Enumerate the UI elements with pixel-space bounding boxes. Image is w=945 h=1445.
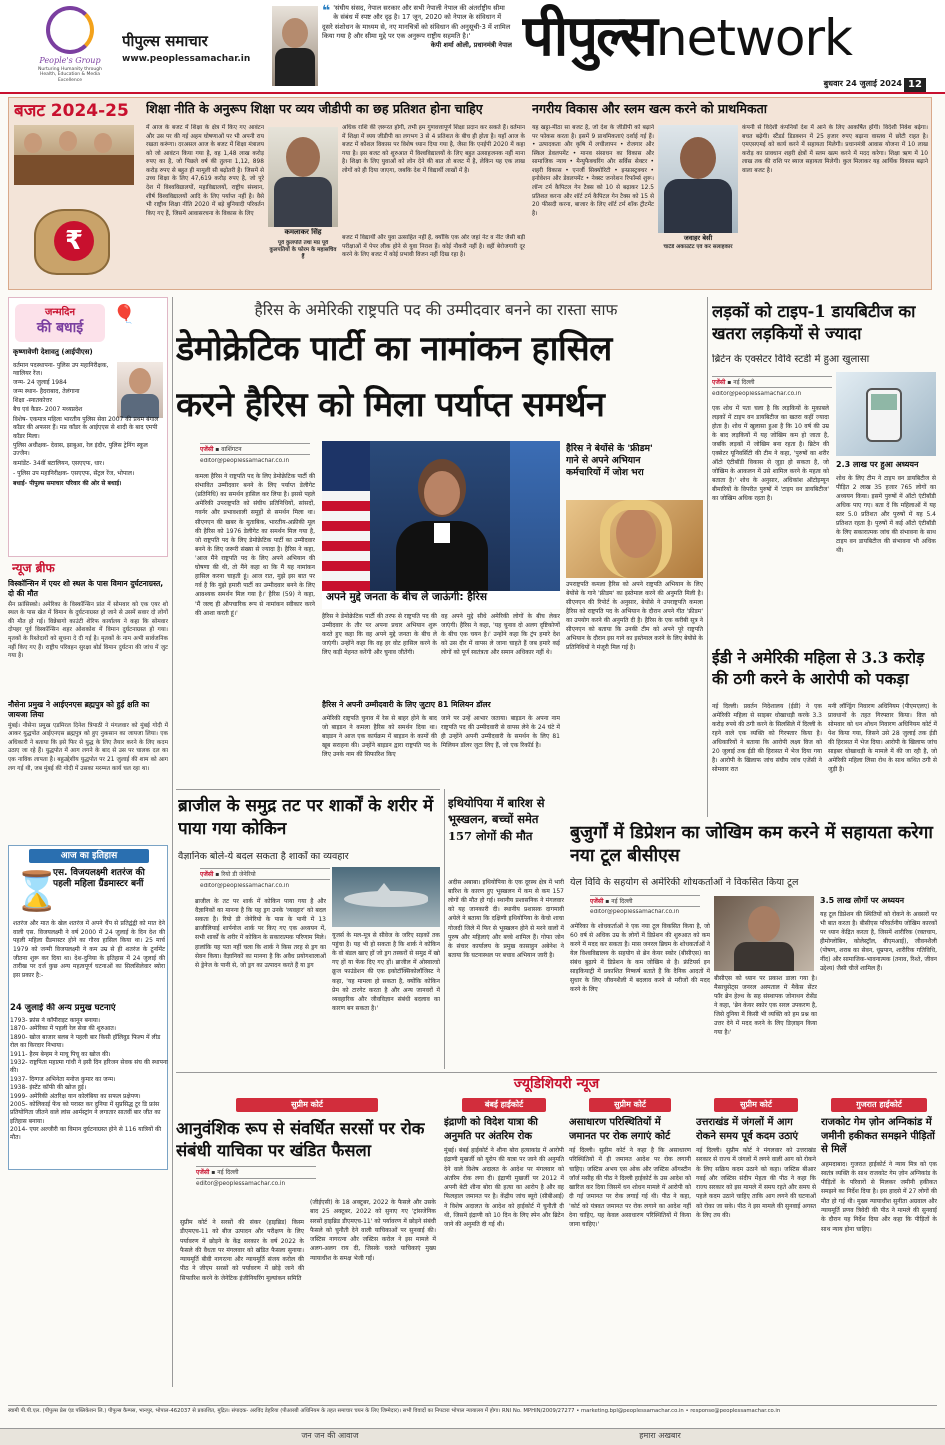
birthday-line-4: शिक्षा -स्नातकोत्तर xyxy=(13,397,52,404)
birthday-line-5: बैच एवं कैडर- 2007 मध्यप्रदेश xyxy=(13,406,83,413)
glucometer-photo xyxy=(836,372,936,456)
brazil-email[interactable]: editor@peoplessamachar.co.in xyxy=(200,883,290,889)
website-link[interactable]: www.peoplessamachar.in xyxy=(122,53,251,64)
main-headline-line-2: करने हैरिस को मिला पर्याप्त समर्थन xyxy=(176,385,605,425)
diabetes-byline: एजेंसी ▪ नई दिल्ली xyxy=(712,376,832,388)
shark-photo xyxy=(332,867,440,927)
diabetes-headline: लड़कों को टाइप-1 डायबिटीज का खतरा लड़कियों से ज्यादा xyxy=(712,302,916,344)
judiciary-banner xyxy=(176,1076,937,1096)
kamlakar-singh-name: कमलाकर सिंह xyxy=(284,228,322,236)
network-logo xyxy=(522,2,942,82)
birthday-balloon-icon: 🎈 xyxy=(113,304,136,325)
judiciary-item-4-court: सुप्रीम कोर्ट xyxy=(714,1098,798,1112)
judiciary-item-5 xyxy=(821,1098,937,1388)
masthead xyxy=(0,0,945,92)
urban-headline: नगरीय विकास और स्लम खत्म करने को प्राथमिकता xyxy=(532,101,767,116)
news-brief-item-2-body: मुंबई। नौसेना प्रमुख एडमिरल दिनेश त्रिपाठी ने मंगलवार को मुंबई गोदी में आकर युद्धपोत आईएनएस ब्रह्मपुत्र को हुए नुकसान का जायजा लिया। एक अधिकारी ने बताया कि इसे फिर से युद्ध के लिए तैयार करने के लिए कदम उठाए जा रहे हैं। युद्धपोत में आग लगने के बाद से उस पर चालक दल का एक नाविक लापता है। बहुउद्देशीय युद्धपोत पर 21 जुलाई की शाम को आग लग गई थी, जब मुंबई की गोदी में उसका मरम्मत कार्य चल रहा था। xyxy=(8,722,168,772)
judiciary-item-1-byline-city: नई दिल्ली xyxy=(217,1168,239,1176)
brand-small xyxy=(122,32,272,72)
quote-mark-icon: ❝ xyxy=(322,4,331,19)
harris-photo xyxy=(322,441,560,591)
main-sub1: हैरिस ने डेमोक्रेटिक पार्टी की तरफ से राष्ट्रपति पद की उम्मीदवार के तौर पर अपना प्रचार अभियान शुरू करते हुए कहा कि वह अपने मुद्दे जनता के बीच ले जाएंगी। उन्होंने कहा कि वह हर वोट हासिल करने के लिए कड़ी मेहनत करेंगी और चुनाव जीतेंगी। xyxy=(322,613,437,656)
jawahar-besi-desc: चार्टर्ड अकाउंटेंट एवं कर सलाहकार xyxy=(663,244,733,250)
footer-bar xyxy=(0,1428,945,1445)
history-body: शतरंज और मात के खेल शतरंज में अपने चैंप से प्रतिद्वंद्वी को मात देने वाली एस. विजयलक्ष्मी ने वर्ष 2000 में 24 जुलाई के दिन देश की पहली महिला ग्रैंडमास्टर होने का गौरव हासिल किया था। 25 मार्च 1979 को जन्मी विजयलक्ष्मी ने कम उम्र से ही शतरंज के टूर्नामेंट जीतना शुरू कर दिया था। देश-दुनिया के इतिहास में 24 जुलाई की तारीख पर दर्ज कुछ अन्य महत्वपूर्ण घटनाओं का सिलसिलेवार ब्योरा इस प्रकार है:- xyxy=(13,920,165,980)
history-event: 1999- अमेरिकी अंतरिक्ष यान कोलंबिया का सफल प्रक्षेपण। xyxy=(10,1092,141,1100)
footer-right-tag: हमारा अखबार xyxy=(639,1431,681,1440)
peoples-group-logo xyxy=(30,2,110,88)
brazil-headline: ब्राजील के समुद्र तट पर शार्कों के शरीर में पाया गया कोकिन xyxy=(178,796,434,839)
birthday-line-6: विशेष- एकमात्र महिला भारतीय पुलिस सेवा 2007 की प्रथम बंगाल कॉडर की अफसर हैं। मप्र कॉडर के आईएएस से शादी के बाद एमपी कॉडर मिला। xyxy=(13,416,159,440)
depression-email[interactable]: editor@peoplessamachar.co.in xyxy=(590,909,680,915)
network-logo-hindi: पीपुल्स xyxy=(522,4,656,69)
main-byline-agency: एजेंसी xyxy=(200,446,214,453)
brazil-byline-agency: एजेंसी xyxy=(200,871,214,878)
peoples-group-logo-tagline: Nurturing Humanity through Health, Education & Media Excellence xyxy=(38,67,102,83)
peoples-group-logo-mark xyxy=(46,6,94,54)
history-title: आज का इतिहास xyxy=(29,849,149,863)
judiciary-top-rule xyxy=(176,1072,937,1073)
brand-small-title: पीपुल्स समाचार xyxy=(122,32,208,50)
judiciary-item-4-headline: उत्तराखंड में जंगलों में आग रोकने समय पूर्व कदम उठाएं xyxy=(696,1117,798,1142)
jawahar-besi-photo xyxy=(658,125,738,233)
birthday-line-9: - पुलिस उप महानिरीक्षक- एसएएफ, सेंट्रल रेंज, भोपाल। xyxy=(13,470,135,477)
news-brief-item-2 xyxy=(8,700,168,840)
judiciary-item-1-body: सुप्रीम कोर्ट ने सरसों की संकर (हाइब्रिड) किस्म डीएमएच-11 को बीज उत्पादन और परीक्षण के लिए पर्यावरण में छोड़ने के केंद्र सरकार के वर्ष 2022 के फैसले की वैधता पर मंगलवार को खंडित फैसला सुनाया। न्यायमूर्ति बीवी नागरत्ना और न्यायमूर्ति संजय करोल की पीठ ने जीएम सरसों को पर्यावरण में छोड़े जाने की सिफारिश करने के जेनेटिक इंजीनियरिंग मूल्यांकन समिति xyxy=(180,1219,304,1282)
main-kicker: हैरिस के अमेरिकी राष्ट्रपति पद की उम्मीदवार बनने का रास्ता साफ xyxy=(254,301,618,319)
judiciary-banner-text: ज्यूडिशियरी न्यूज xyxy=(504,1076,609,1092)
depression-sub-body: यह टूल डिप्रेशन की स्थितियों को रोकने के अवसरों पर भी बात करता है। बीसीएस परिवर्तनीय जोखिम कारकों पर ध्यान केंद्रित करता है, जिसमें शारीरिक (रक्तचाप, हीमोग्लोबिन, कोलेस्ट्रॉल, बीएमआई), जीवनशैली (पोषण, शराब का सेवन, धूम्रपान, शारीरिक गतिविधि, नींद) और सामाजिक-भावनात्मक (तनाव, रिश्ते, जीवन उद्देश्य) जैसी चीजें शामिल हैं। xyxy=(820,911,937,972)
ed-body-1: नई दिल्ली। प्रवर्तन निदेशालय (ईडी) ने एक अमेरिकी महिला से साइबर धोखाधड़ी करके 3.3 करोड़ रुपये की ठगी करने के सिलसिले में दिल्ली के रहने वाले एक व्यक्ति को गिरफ्तार किया है। अधिकारियों ने बताया कि आरोपी लक्ष्य विज को 20 जुलाई तक ईडी की हिरासत में भेज दिया गया है। आरोपी के खिलाफ जांच संघीय जांच एजेंसी ने सोमवार रात xyxy=(712,703,822,773)
depression-kicker: येल विवि के सहयोग से अमेरिकी शोधकर्ताओं ने विकसित किया टूल xyxy=(570,877,799,888)
birthday-title-bottom: की बधाई xyxy=(36,319,84,336)
judiciary-item-2-body: मुंबई। बंबई हाईकोर्ट ने शीना बोरा हत्याकांड में आरोपी इंद्राणी मुखर्जी को यूरोप की यात्रा पर जाने की अनुमति देने वाले विशेष अदालत के आदेश पर मंगलवार को अंतरिम रोक लगा दी। इंद्राणी मुखर्जी पर 2012 में अपनी बेटी शीना बोरा की हत्या का आरोप है और वह फिलहाल जमानत पर है। केंद्रीय जांच ब्यूरो (सीबीआई) ने विशेष अदालत के आदेश को हाईकोर्ट में चुनौती दी थी, जिसमें इंद्राणी को 10 दिन के लिए स्पेन और ब्रिटेन जाने की अनुमति दी गई थी। xyxy=(444,1147,564,1229)
kamlakar-singh-desc: पूर्व कुलपति तथा मप्र पूर्व कुलपतियों के फोरम के महासचिव हैं xyxy=(269,240,337,260)
main-byline: एजेंसी ▪ वाशिंगटन xyxy=(200,443,310,455)
news-brief-item-1 xyxy=(8,579,168,699)
birthday-title-top: जन्मदिन xyxy=(44,307,76,318)
history-event: 1890- खोज बाजार बलब ने पहली बार किसी हॉलिवुड फिल्म में लीड रोल का किरदार निभाया। xyxy=(10,1033,161,1050)
budget-col3: बजट में विद्यार्थी और युवा उत्साहित नहीं है, क्योंकि एक ओर जहां नेट व नीट जैसी बड़ी परीक्षाओं में पेपर लीक होने से युवा निराश हैं। कोई नौकरी नहीं है। वहीं बेरोजगारी दूर करने के लिए बजट में कोई प्रभावी विजन नहीं दिख रहा है। xyxy=(342,235,525,259)
judiciary-item-1 xyxy=(176,1098,438,1388)
diabetes-email[interactable]: editor@peoplessamachar.co.in xyxy=(712,391,802,397)
quote-box xyxy=(322,4,512,90)
quote-author: केपी शर्मा ओली, प्रधानमंत्री नेपाल xyxy=(430,41,512,50)
birthday-person-photo xyxy=(117,362,163,418)
history-event: 2014- एयर अल्जीरी का विमान दुर्घटनाग्रस्त होने से 116 यात्रियों की मौत। xyxy=(10,1126,162,1142)
pm-oli-photo xyxy=(272,6,318,86)
news-brief-item-1-body: सैन फ्रांसिस्को। अमेरिका के विस्कॉन्सिन प्रांत में सोमवार को एक एयर शो स्थल के पास खेत में विमान के दुर्घटनाग्रस्त हो जाने से उसमें सवार दो लोगों की मौत हो गई। विन्नेबागो काउंटी शेरिफ कार्यालय ने कहा कि सोमवार दोपहर पूर्व विस्कॉन्सिन शहर ओशकोश में विमान दुर्घटनाग्रस्त हो गया। मृतकों के रिश्तेदारों को सूचना दे दी गई है। मृतकों के नाम अभी सार्वजनिक नहीं किए गए हैं। राष्ट्रीय परिवहन सुरक्षा बोर्ड विमान दुर्घटना की जांच में जुट गया है। xyxy=(8,601,168,660)
main-sub4: जाने पर उन्हें आभार जताया। बाइडन के अपना नाम राष्ट्रपति पद की उम्मीदवारी से वापस लेने के 24 घंटे में ही उन्होंने अपनी उम्मीदवारी के समर्थन के लिए 81 मिलियन डॉलर जुटा लिए हैं, जो एक रिकॉर्ड है। xyxy=(441,715,560,749)
brazil-body: ब्राजील के तट पर शार्क में कोकिन पाया गया है और वैज्ञानिकों का मानना है कि यह ड्रग उनके 'व्यवहार' को बदल सकता है। रियो डी जेनेरियो के पास के पानी में 13 ब्राजीलियाई शार्पनोज शार्क पर किए गए एक अध्ययन में, सभी शार्कों के शरीर में कोकिन के सकारात्मक परिणाम मिले। हालांकि यह पता नहीं चला कि शार्क ने किस तरह से ड्रग का सेवन किया। वैज्ञानिकों का मानना है कि अवैध प्रयोगशालाओं से ड्रेनेज के पानी से, जो ड्रग का उत्पादन करते हैं या ड्रग xyxy=(195,898,326,969)
peoples-group-logo-title: People's Group xyxy=(39,56,101,65)
kamlakar-singh-photo xyxy=(268,127,338,227)
news-brief-item-2-head: नौसेना प्रमुख ने आईएनएस ब्रह्मपुत्र को हुई क्षति का जायजा लिया xyxy=(8,700,150,719)
judiciary-item-5-headline: राजकोट गेम ज़ोन अग्निकांड में जमीनी हकीकत समझने पीड़ितों से मिलें xyxy=(821,1117,935,1155)
history-event: 1937- दिग्गज अभिनेता मनोज कुमार का जन्म। xyxy=(10,1075,116,1083)
depression-sub-head: 3.5 लाख लोगों पर अध्ययन xyxy=(820,896,905,905)
jawahar-besi-name: जवाहर बेसी xyxy=(683,234,713,242)
history-events-list xyxy=(10,1017,168,1185)
depression-body: अमेरिका के शोधकर्ताओं ने एक नया टूल विकसित किया है, जो 60 वर्ष से अधिक उम्र के लोगों में डिप्रेशन की शुरुआत को कम करने में मदद कर सकता है। मास जनरल ब्रिघम के शोधकर्ताओं ने येल विश्वविद्यालय के सहयोग से ब्रेन केयर स्कोर (बीसीएस) का संबंध बुढ़ापे में डिप्रेशन के कम जोखिम से है। फ्रंटियर्स इन साइकियाट्री में प्रकाशित निष्कर्ष बताते हैं कि दैनिक आदतों में सुधार के लिए जीवनशैली में बदलाव करने से मरीजों की मदद करने के लिए xyxy=(570,923,710,993)
main-sub2: वह अपने मुद्दे सीधे अमेरिकी लोगों के बीच लेकर जाएंगी। हैरिस ने कहा, 'यह चुनाव दो अलग दृष्टिकोणों के बीच एक चयन है।' उन्होंने कहा कि ट्रंप हमारे देश को उस दौर में वापस ले जाना चाहते हैं जब हमारे कई लोगों को पूर्ण स्वतंत्रता और समान अधिकार नहीं थे। xyxy=(441,613,560,656)
birthday-box xyxy=(8,297,168,557)
main-email[interactable]: editor@peoplessamachar.co.in xyxy=(200,458,290,464)
birthday-banner xyxy=(15,304,105,342)
judiciary-item-4 xyxy=(696,1098,816,1388)
birthday-line-3: जन्म स्थान- हैदराबाद, तेलंगाना xyxy=(13,388,80,395)
judiciary-item-5-court: गुजरात हाईकोर्ट xyxy=(831,1098,927,1112)
history-headline: एस. विजयलक्ष्मी शतरंज की पहली महिला ग्रैंडमास्टर बनीं xyxy=(53,868,145,890)
budget-ministers-photo xyxy=(14,125,134,185)
judiciary-item-1-byline-agency: एजेंसी xyxy=(196,1168,210,1176)
judiciary-item-3 xyxy=(569,1098,691,1388)
judiciary-item-3-body: नई दिल्ली। सुप्रीम कोर्ट ने कहा है कि असाधारण परिस्थितियों में ही जमानत आदेश पर रोक लगानी चाहिए। जस्टिस अभय एस ओक और जस्टिस ऑगस्टीन जॉर्ज मसीह की पीठ ने दिल्ली हाईकोर्ट के उस आदेश को खारिज कर दिया जिसमें धन शोधन मामले में आरोपी को दी गई जमानत पर रोक लगाई गई थी। पीठ ने कहा, 'कोर्ट को यंत्रवत जमानत पर रोक लगाने का आदेश नहीं देना चाहिए, यह केवल असाधारण परिस्थितियों में किया जाना चाहिए।' xyxy=(569,1147,691,1229)
judiciary-item-2 xyxy=(444,1098,564,1388)
history-event: 1938- इंस्टेंट कॉफी की खोज हुई। xyxy=(10,1084,87,1092)
diabetes-sub-body: शोध के लिए टीम ने टाइप वन डायबिटीज से पीड़ित 2 लाख 35 हजार 765 लोगों का अध्ययन किया। इसमें पुरुषों में ऑटो एंटीबॉडी अधिक पाए गए। बता दें कि महिलाओं में यह स्तर 5.0 प्रतिशत और पुरुषों में यह 5.4 प्रतिशत रहता है। पुरुषों में कई ऑटो एंटीबॉडी के लिए सकारात्मक जांच की संभावना के साथ टाइप वन डायबिटीज की संभावना भी अधिक थी। xyxy=(836,475,936,554)
main-byline-city: वाशिंगटन xyxy=(221,446,242,453)
diabetes-byline-city: नई दिल्ली xyxy=(733,379,755,386)
judiciary-item-4-body: नई दिल्ली। सुप्रीम कोर्ट ने मंगलवार को उत्तराखंड सरकार से राज्य में जंगलों में लगने वाली आग को रोकने के लिए सक्रिय कदम उठाने को कहा। जस्टिस बीआर गवई और जस्टिस संदीप मेहता की पीठ ने कहा कि राज्य सरकार को इस मामले में समय रहते और समय से पहले कदम उठाने चाहिए ताकि आग लगने की घटनाओं को रोका जा सके। पीठ ने इस मामले की सुनवाई अगस्त के लिए तय की। xyxy=(696,1147,816,1220)
budget-tag: बजट 2024-25 xyxy=(14,101,129,121)
news-brief-title: न्यूज ब्रीफ xyxy=(12,561,55,575)
urban-col2: कंपनी से विदेशी कंपनियों देश में आने के लिए आकर्षित होंगी। विदेशी निवेश बढ़ेगा। बचत बढ़ेगी। स्टैंडर्ड डिडक्शन में 25 हजार रुपए बढ़ाना वास्तव में छोटी राहत है। एमएसएमई को कार्य करने में सहायता मिलेगी। प्रधानमंत्री आवास योजना में 10 लाख करोड़ का प्रावधान शहरी क्षेत्रों में स्लम खत्म करने में मदद करेगा। शिक्षा ऋण में 10 लाख तक की राशि पर ब्याज सहायता मिलेगी। कुल मिलाकर यह आर्थिक विकास बढ़ाने वाला बजट है। xyxy=(742,125,928,174)
page-number: 12 xyxy=(904,78,926,92)
history-events-title: 24 जुलाई की अन्य प्रमुख घटनाएं xyxy=(10,1003,116,1013)
depression-body-2: बीसीएस को ध्यान पर प्रकाश डाला गया है। मैसाचुसेट्स जनरल अस्पताल में मैकेंस सेंटर फॉर ब्रेन हेल्थ के सह संस्थापक जोनाथन रोसेंड ने कहा, 'ब्रेन केयर स्कोर एक सरल उपकरण है, जिसे दुनिया में किसी भी व्यक्ति को हम प्रश्न का उत्तर देने में मदद करने के लिए डिज़ाइन किया गया है।' xyxy=(714,975,817,1036)
rupee-bag-illustration xyxy=(20,195,130,283)
birthday-line-10: बधाई- पीपुल्स समाचार परिवार की ओर से बधाई। xyxy=(13,480,122,487)
judiciary-item-3-court: सुप्रीम कोर्ट xyxy=(589,1098,671,1112)
history-event: 1793- फ्रांस ने कॉपीराइट कानून बनाया। xyxy=(10,1017,101,1024)
ed-body-2: मनी लॉन्ड्रिंग निवारण अधिनियम (पीएमएलए) के प्रावधानों के तहत गिरफ्तार किया। विज को सोमवार को धन शोधन निवारण अधिनियम कोर्ट में पेश किया गया, जिसने उसे 28 जुलाई तक ईडी की हिरासत में भेज दिया। आरोपी के खिलाफ जांच साइबर धोखाधड़ी के मामले में की जा रही है, जो अमेरिकी महिला लिसा रोथ के साथ कथित ठगी से जुड़ी है। xyxy=(828,703,937,773)
brazil-byline-city: रियो डी जेनेरियो xyxy=(221,871,256,878)
urban-col1: यह खट्टा-मीठा सा बजट है, जो देश के जीडीपी को बढ़ाने पर फोकस करता है। इसमें 9 प्राथमिकताएं दर्शाई गई हैं। • उत्पादकता और कृषि में लचीलापन • रोजगार और स्किल डेवलपमेंट • मानव संसाधन का विकास और सामाजिक न्याय • मैन्युफैक्चरिंग और सर्विस सेक्टर • शहरी विकास • एनर्जी सिक्योरिटी • इन्फ्रास्ट्रक्चर • इनोवेशन और डेवलपमेंट • नेक्स्ट जनरेशन रिफॉर्म्स शुरू। लॉन्ग टर्म कैपिटल गेन टैक्स को 10 से बढ़ाकर 12.5 प्रतिशत करना और शॉर्ट टर्म कैपिटल गेन टैक्स को 15 से 20 फीसदी करना, बाजार के लिए शॉर्ट टर्म शॉक ट्रीटमेंट है। xyxy=(532,125,654,217)
judiciary-item-1-headline: आनुवंशिक रूप से संवर्धित सरसों पर रोक संबंधी याचिका पर खंडित फैसला xyxy=(176,1119,425,1160)
ed-headline: ईडी ने अमेरिकी महिला से 3.3 करोड़ की ठगी करने के आरोपी को पकड़ा xyxy=(712,648,925,688)
beyonce-body: उपराष्ट्रपति कमला हैरिस को अपने राष्ट्रपति अभियान के लिए बेयोंसे के गाने 'फ्रीडम' का इस्तेमाल करने की अनुमति मिली है। सीएनएन की रिपोर्ट के अनुसार, बेयोंसे ने उपराष्ट्रपति कमला हैरिस को राष्ट्रपति पद के अभियान के दौरान अपने गीत 'फ्रीडम' का उपयोग करने की अनुमति दी है। हैरिस के एक करीबी सूत्र ने सीएनएन को बताया कि उनकी टीम को अपने पूरे राष्ट्रपति अभियान के दौरान इस गाने का इस्तेमाल करने के लिए बेयोंसे के प्रतिनिधियों ने मंजूरी मिल गई है। xyxy=(566,581,703,651)
judiciary-item-3-headline: असाधारण परिस्थितियों में जमानत पर रोक लगाएं कोर्ट xyxy=(569,1117,671,1142)
judiciary-item-2-court: बंबई हाईकोर्ट xyxy=(462,1098,546,1112)
ethiopia-rule xyxy=(444,789,445,1069)
harris-photo-caption: अपने मुद्दे जनता के बीच ले जाऊंगी: हैरिस xyxy=(322,591,560,609)
judiciary-item-1-email[interactable]: editor@peoplessamachar.co.in xyxy=(196,1181,286,1188)
birthday-line-8: कमांडेंट- 34वीं बटालियन, एसएएफ, धार। xyxy=(13,460,105,467)
quote-text: 'संघीय संसद, नेपाल सरकार और सभी नेपाली नेपाल की अंतर्राष्ट्रीय सीमा के संबंध में स्पष्ट और दृढ़ है। 17 जून, 2020 को नेपाल के संविधान में दूसरे संशोधन के माध्यम से, नए मानचित्रों को संविधान की अनुसूची-3 में शामिल किया गया है और सीमा मुद्दे पर एक अनुरूप राष्ट्रीय सहमति है।' xyxy=(322,4,511,41)
history-event: 1911- हैरम बेन्हम ने माचू पिचू का खोज की। xyxy=(10,1050,111,1058)
column-rule-left xyxy=(172,297,173,1387)
budget-col2: अधिक राशि की ज़रूरत होगी, तभी हम गुणवत्तापूर्ण शिक्षा प्रदान कर सकते हैं। वर्तमान में शिक्षा में व्यय जीडीपी का लगभग 3 से 4 प्रतिशत के बीच ही होता है। यहाँ आज के बजट में कौशल विकास पर विशेष ध्यान दिया गया है, जैसा कि एनईपी 2020 में कहा गया है। इस बजट को शुरुआत में विश्वविद्यालयों के लिए बहुत उत्साहजनक नहीं माना है। शिक्षा के लिए युवाओं को लोन देने की बात तो बजट में है, लेकिन यह एक लाख लोगों को ही दिया जाएगा, जबकि देश में विद्यार्थी लाखों में है। xyxy=(342,125,525,174)
budget-col1: में आज के बजट में शिक्षा के क्षेत्र में किए गए आवंटन और उस पर की गई अहम घोषणाओं पर भी अपनी राय रखता करूंगा। दरअसल आज के बजट में शिक्षा मंत्रालय को जो आवंटन किया गया है, वह 1,48 लाख करोड़ रुपए का है, जो पिछले वर्ष की तुलना 1,12, 898 करोड़ रुपए से बहुत ही मामूली सी बढ़ोतरी है। जिसमें से उच्च शिक्षा के लिए 47,619 करोड़ रुपए है, जो पूरे देश में विश्वविद्यालयों, महाविद्यालयों, राष्ट्रीय संस्थान, शीर्ष विश्वविद्यालयों आदि के लिए पर्याप्त नहीं है। वैसे भी राष्ट्रीय शिक्षा नीति 2020 में बड़े बुनियादी परिवर्तन किए गए हैं, जिसमें आवासरचना के विकास के लिए xyxy=(146,125,264,217)
depression-byline-agency: एजेंसी xyxy=(590,898,604,905)
news-brief-item-1-head: विस्कॉन्सिन में एयर शो स्थल के पास विमान दुर्घटनाग्रस्त, दो की मौत xyxy=(8,579,164,598)
elderly-man-photo xyxy=(714,896,814,971)
history-event: 1870- अमेरिका में पहली रेल सेवा की शुरुआत। xyxy=(10,1025,117,1033)
judiciary-item-1-court: सुप्रीम कोर्ट xyxy=(236,1098,378,1112)
judiciary-item-5-body: अहमदाबाद। गुजरात हाईकोर्ट ने न्याय मित्र को एक स्वतंत्र व्यक्ति के साथ राजकोट गेम ज़ोन अग्निकांड के पीड़ितों के परिवारों से मिलकर जमीनी हकीकत समझने का निर्देश दिया है। इस हादसे में 27 लोगों की मौत हो गई थी। मुख्य न्यायाधीश सुनीता अग्रवाल और न्यायमूर्ति प्रणव त्रिवेदी की पीठ ने मामले की सुनवाई के दौरान यह निर्देश दिया और कहा कि पीड़ितों के साथ न्याय होना चाहिए। xyxy=(821,1160,937,1233)
diabetes-byline-agency: एजेंसी xyxy=(712,379,726,386)
brazil-kicker: वैज्ञानिक बोले-ये बदल सकता है शार्कों का व्यवहार xyxy=(178,851,349,862)
depression-headline: बुजुर्गों में डिप्रेशन का जोखिम कम करने में सहायता करेगा नया टूल बीसीएस xyxy=(570,823,933,866)
judiciary-item-2-headline: इंद्राणी को विदेश यात्रा की अनुमति पर अंतरिम रोक xyxy=(444,1117,538,1142)
birthday-line-7: पुलिस अधीक्षक- देवास, झाबुआ, रेल इंदौर, पुलिस ट्रेनिंग स्कूल उज्जैन। xyxy=(13,442,148,458)
birthday-line-1: वर्तमान पदस्थापना- पुलिस उप महानिरीक्षक, ग्वालियर रेंज। xyxy=(13,362,109,378)
diabetes-sub-head: 2.3 लाख पर हुआ अध्ययन xyxy=(836,460,919,469)
history-event: 1932- राष्ट्रपिता महात्मा गांधी ने इसी दिन हरिजन सेवक संघ की स्थापना की। xyxy=(10,1058,168,1075)
masthead-divider xyxy=(0,92,945,94)
main-headline-line-1: डेमोक्रेटिक पार्टी का नामांकन हासिल xyxy=(176,329,612,369)
budget-headline: शिक्षा नीति के अनुरूप शिक्षा पर व्यय जीडीपी का छह प्रतिशत होना चाहिए xyxy=(146,101,483,116)
birthday-name: कृष्णावेणी देशावतु (आईपीएस) xyxy=(13,348,93,356)
main-body: कमला हैरिस ने राष्ट्रपति पद के लिए डेमोक्रेटिक पार्टी की संभावित उम्मीदवार बनने के लिए पर्याप्त डेलीगेट (प्रतिनिधि) का समर्थन हासिल कर लिया है। इससे पहले अमेरिकी उपराष्ट्रपति को संघीय प्रतिनिधियों, सांसदों, गवर्नर और प्रभावशाली समूहों से समर्थन मिला था। सीएनएन की खबर के मुताबिक, भारतीय-अफ्रीकी मूल की हैरिस को 1976 डेलीगेट का समर्थन मिल गया है, जो राष्ट्रपति पद के लिए डेमोक्रेटिक पार्टी का उम्मीदवार बनने के लिए जरूरी संख्या से ज्यादा है। हैरिस ने कहा, 'आज मैंने राष्ट्रपति पद के लिए अपने अभियान की घोषणा की थी, तो मैंने कहा था कि मैं यह नामांकन हासिल करना चाहती हूं। आज रात, मुझे इस बात पर गर्व है कि मुझे हमारी पार्टी का उम्मीदवार बनने के लिए आवश्यक समर्थन मिल गया है।' हैरिस (59) ने कहा, 'मैं जल्द ही औपचारिक रूप से नामांकन स्वीकार करने की आशा करती हूं।' xyxy=(195,473,315,617)
ethiopia-headline: इथियोपिया में बारिश से भूस्खलन, बच्चों समेत 157 लोगों की मौत xyxy=(448,796,545,843)
depression-byline-city: नई दिल्ली xyxy=(611,898,633,905)
judiciary-item-1-byline: एजेंसी ▪ नई दिल्ली xyxy=(196,1166,316,1180)
column-rule-right xyxy=(707,297,708,817)
brazil-top-rule xyxy=(176,789,440,790)
judiciary-item-1-body-2: (जीईएसी) के 18 अक्टूबर, 2022 के फैसले और उसके बाद 25 अक्टूबर, 2022 को सुनाए गए 'ट्रांसजेनिक सरसों हाइब्रिड डीएमएच-11' को पर्यावरण में छोड़ने संबंधी फैसले को चुनौती देने वाली याचिकाओं पर सुनवाई की। जस्टिस नागरत्ना और जस्टिस करोल ने इस मामले में अलग-अलग राय दी, जिसके चलते याचिकाएं मुख्य न्यायाधीश के समक्ष भेजी गईं। xyxy=(310,1199,436,1262)
birthday-line-2: जन्म- 24 जुलाई 1984 xyxy=(13,379,67,386)
history-event: 2005- कोलिकाई फेंच को परास्त कर दुनिया में सुप्रसिद्ध टूर डि फ्रांस प्रतियोगिता जीतने वाले लांस आर्मस्ट्रांग ने लगातार सातवीं बार जीत का इतिहास बनाया। xyxy=(10,1100,161,1125)
diabetes-body: एक शोध में पता चला है कि लड़कियों के मुकाबले लड़कों में टाइप वन डायबिटीज का खतरा कहीं ज्यादा होता है। शोध में खुलासा हुआ है कि 10 वर्ष की उम्र के बाद लड़कियों में यह जोखिम कम हो जाता है, जबकि लड़कों में जोखिम बना रहता है। ब्रिटेन की एक्सेटर यूनिवर्सिटी की टीम ने कहा, 'पुरुषों का शरीर ऑटो एंटीबॉडी विकास से जुड़ा हो सकता है, जो जोखिम के आकलन में उसे शामिल करने के महत्व को बताता है।' शोध के अनुसार, अधिकांश ऑटोइम्यून बीमारियों के विपरीत पुरुषों में 'टाइप वन डायबिटीज' का जोखिम अधिक रहता है। xyxy=(712,405,829,502)
rupee-icon: ₹ xyxy=(54,221,94,261)
footer-left-tag: जन जन की आवाज xyxy=(301,1431,359,1440)
hourglass-icon: ⌛ xyxy=(13,869,61,913)
main-sub-head: हैरिस ने अपनी उम्मीदवारी के लिए जुटाए 81 मिलियन डॉलर xyxy=(322,700,491,709)
network-logo-eng: network xyxy=(655,9,852,67)
depression-byline: एजेंसी ▪ नई दिल्ली xyxy=(590,895,700,907)
issue-date: बुधवार 24 जुलाई 2024 xyxy=(823,79,902,88)
brazil-byline: एजेंसी ▪ रियो डी जेनेरियो xyxy=(200,868,330,880)
brazil-body-2: यूजर्स के मल-मूत्र से सीवेज के जरिए सड़कों तक पहुंचा है। यह भी हो सकता है कि शार्क ने कोकिन के वो बंडल खाए हों जो ड्रग तस्करों से समुद्र में खो गए हों या फेंक दिए गए हों। ब्राजील में ओस्वाल्डो क्रूज फाउंडेशन की एक इकोटॉक्सिकोलॉजिस्ट ने कहा, 'यह मामला हो सकता है, क्योंकि कोकिन प्रेम को टारगेट करता है और अन्य जानवरों में व्यवहारिक और जीवविज्ञान संबंधी बदलाव का कारण बन सकता है।' xyxy=(332,932,440,1012)
beyonce-headline: हैरिस ने बेयोंसे के 'फ्रीडम' गाने से अपने अभियान कर्मचारियों में जोश भरा xyxy=(566,443,653,478)
main-sub3: अमेरिकी राष्ट्रपति चुनाव में रेस से बाहर होने के बाद जो बाइडन ने कमला हैरिस को समर्थन दिया था। बाइडन ने आज एक कार्यक्रम में बाइडन के कामों की खूब सराहना की। उन्होंने बाइडन द्वारा राष्ट्रपति पद के लिए उनके नाम की सिफारिश किए xyxy=(322,715,437,758)
ethiopia-body: अदीस अबाबा। इथियोपिया के एक दूरस्थ क्षेत्र में भारी बारिश के कारण हुए भूस्खलन में कम से कम 157 लोगों की मौत हो गई। स्थानीय प्रशासनिक ने मंगलवार को यह जानकारी दी। स्थानीय प्रशासक दागमावी अयेले ने बताया कि दक्षिणी इथियोपिया के केंचो शाचा गोजदी जिले में फिर से भूस्खलन होने से मरने वालों में पुरुष और महिलाएं और बच्चे शामिल हैं। गोफा जोन के संचार कार्यालय के प्रमुख कासाहुन अबेनेश ने बताया कि घटनास्थल पर बचाव अभियान जारी है। xyxy=(448,879,564,959)
beyonce-photo xyxy=(566,500,703,578)
diabetes-kicker: ब्रिटेन के एक्सेटर विवि स्टडी में हुआ खुलासा xyxy=(712,354,870,365)
footer-imprint: स्वामी पी.पी.एल. (पीपुल्स प्रेस एंड पब्लिकेशन लि.) पीपुल्स कैम्पस, भानपुर, भोपाल-462037 से प्रकाशित, मुद्रित। संपादक- अरविंद डेहरिया (पीआरबी अधिनियम के तहत समाचार चयन के लिए जिम्मेदार)। सभी विवादों का निपटारा भोपाल न्यायालय में होगा। RNI No. MPHIN/2009/27277 • marketing.bpl@peoplessamachar.co.in • response@peoplessamachar.co.in xyxy=(8,1405,937,1427)
